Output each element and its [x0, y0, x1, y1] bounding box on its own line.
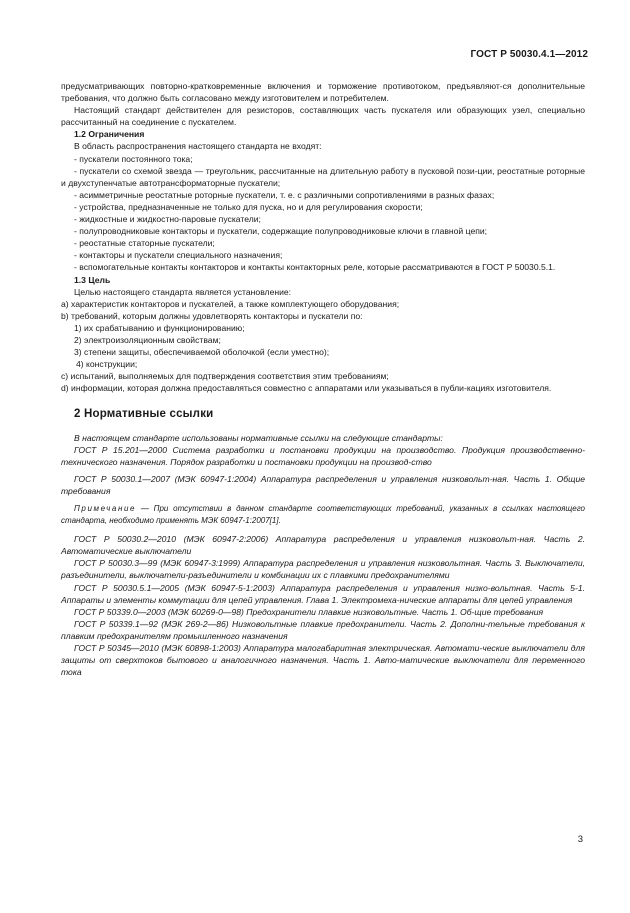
- subsection-heading-limitations: 1.2 Ограничения: [74, 129, 145, 140]
- reference-item: ГОСТ Р 15.201—2000 Система разработки и постановки продукции на производство. Продукция производственно-технического назначения. Порядок разработки и постановки продукции на производ-ство: [61, 444, 585, 467]
- subsection-heading-purpose: 1.3 Цель: [74, 274, 111, 285]
- reference-item: ГОСТ Р 50339.1—92 (МЭК 269-2—86) Низковольтные плавкие предохранители. Часть 2. Дополни-тельные требования к плавким предохранителям промышленного назначения: [61, 618, 585, 641]
- paragraph: Целью настоящего стандарта является установление:: [74, 286, 292, 297]
- paragraph: В настоящем стандарте использованы нормативные ссылки на следующие стандарты:: [74, 432, 443, 443]
- note-label: Примечание: [74, 504, 137, 513]
- paragraph: В область распространения настоящего стандарта не входят:: [74, 141, 322, 152]
- page-number: 3: [577, 834, 583, 845]
- list-item: a) характеристик контакторов и пускателей, а также комплектующего оборудования;: [61, 298, 400, 309]
- reference-item: ГОСТ Р 50339.0—2003 (МЭК 60269-0—98) Предохранители плавкие низковольтные. Часть 1. Об-щие требования: [74, 606, 544, 617]
- list-item: - пускатели со схемой звезда — треугольник, рассчитанные на длительную работу в пусковой пози-ции, реостатные роторные и двухступенчатые автотрансформаторные пускатели;: [61, 165, 585, 188]
- paragraph: предусматривающих повторно-кратковременные включения и торможение противотоком, предъявляют-ся дополнительные требования, что должно быть согласовано между изготовителем и потребителем.: [61, 81, 585, 104]
- document-header: ГОСТ Р 50030.4.1—2012: [470, 49, 588, 60]
- note-text: — При отсутствии в данном стандарте соответствующих требований, указанных в ссылках настоящего стандарта, необходимо применять МЭК 60947-1:2007[1].: [61, 504, 585, 526]
- list-item: c) испытаний, выполняемых для подтверждения соответствия этим требованиям;: [61, 371, 389, 382]
- list-item: - вспомогательные контакты контакторов и контакты контакторных реле, которые рассматриваются в ГОСТ Р 50030.5.1.: [74, 262, 556, 273]
- section-heading-normative-references: 2 Нормативные ссылки: [74, 408, 214, 421]
- reference-item: ГОСТ Р 50030.3—99 (МЭК 60947-3:1999) Аппаратура распределения и управления низковольтная. Часть 3. Выключатели, разъединители, выключатели-разъединители и комбинации их с плавкими предохранителями: [61, 558, 585, 581]
- list-item: 4) конструкции;: [76, 359, 138, 370]
- reference-item: ГОСТ Р 50030.2—2010 (МЭК 60947-2:2006) Аппаратура распределения и управления низковольт-ная. Часть 2. Автоматические выключатели: [61, 534, 585, 557]
- list-item: 1) их срабатыванию и функционированию;: [74, 322, 245, 333]
- list-item: - пускатели постоянного тока;: [74, 153, 193, 164]
- list-item: 2) электроизоляционным свойствам;: [74, 334, 221, 345]
- list-item: - асимметричные реостатные роторные пускатели, т. е. с различными сопротивлениями в разных фазах;: [74, 189, 495, 200]
- reference-item: ГОСТ Р 50030.5.1—2005 (МЭК 60947-5-1:2003) Аппаратура распределения и управления низко-вольтная. Часть 5-1. Аппараты и элементы коммутации для цепей управления. Глава 1. Электромеха-нические аппараты для цепей управления: [61, 582, 585, 605]
- reference-item: ГОСТ Р 50345—2010 (МЭК 60898-1:2003) Аппаратура малогабаритная электрическая. Автомати-ческие выключатели для защиты от сверхтоков бытового и аналогичного назначения. Часть 1. Авто-матические выключатели для переменного тока: [61, 643, 585, 678]
- list-item: b) требований, которым должны удовлетворять контакторы и пускатели по:: [61, 310, 363, 321]
- list-item: - полупроводниковые контакторы и пускатели, содержащие полупроводниковые ключи в главной цепи;: [74, 226, 488, 237]
- paragraph: Настоящий стандарт действителен для резисторов, составляющих часть пускателя или образующих узел, специально рассчитанный на соединение с пускателем.: [61, 105, 585, 128]
- list-item: - контакторы и пускатели специального назначения;: [74, 250, 283, 261]
- list-item: - жидкостные и жидкостно-паровые пускатели;: [74, 214, 261, 225]
- document-body: [61, 80, 585, 678]
- list-item: - устройства, предназначенные не только для пуска, но и для регулирования скорости;: [74, 201, 423, 212]
- list-item: d) информации, которая должна предоставляться совместно с аппаратами или указываться в публи-кациях изготовителя.: [61, 383, 552, 394]
- list-item: 3) степени защиты, обеспечиваемой оболочкой (если уместно);: [74, 347, 330, 358]
- list-item: - реостатные статорные пускатели;: [74, 238, 215, 249]
- reference-item: ГОСТ Р 50030.1—2007 (МЭК 60947-1:2004) Аппаратура распределения и управления низковольт-ная. Часть 1. Общие требования: [61, 473, 585, 496]
- note: [61, 503, 585, 527]
